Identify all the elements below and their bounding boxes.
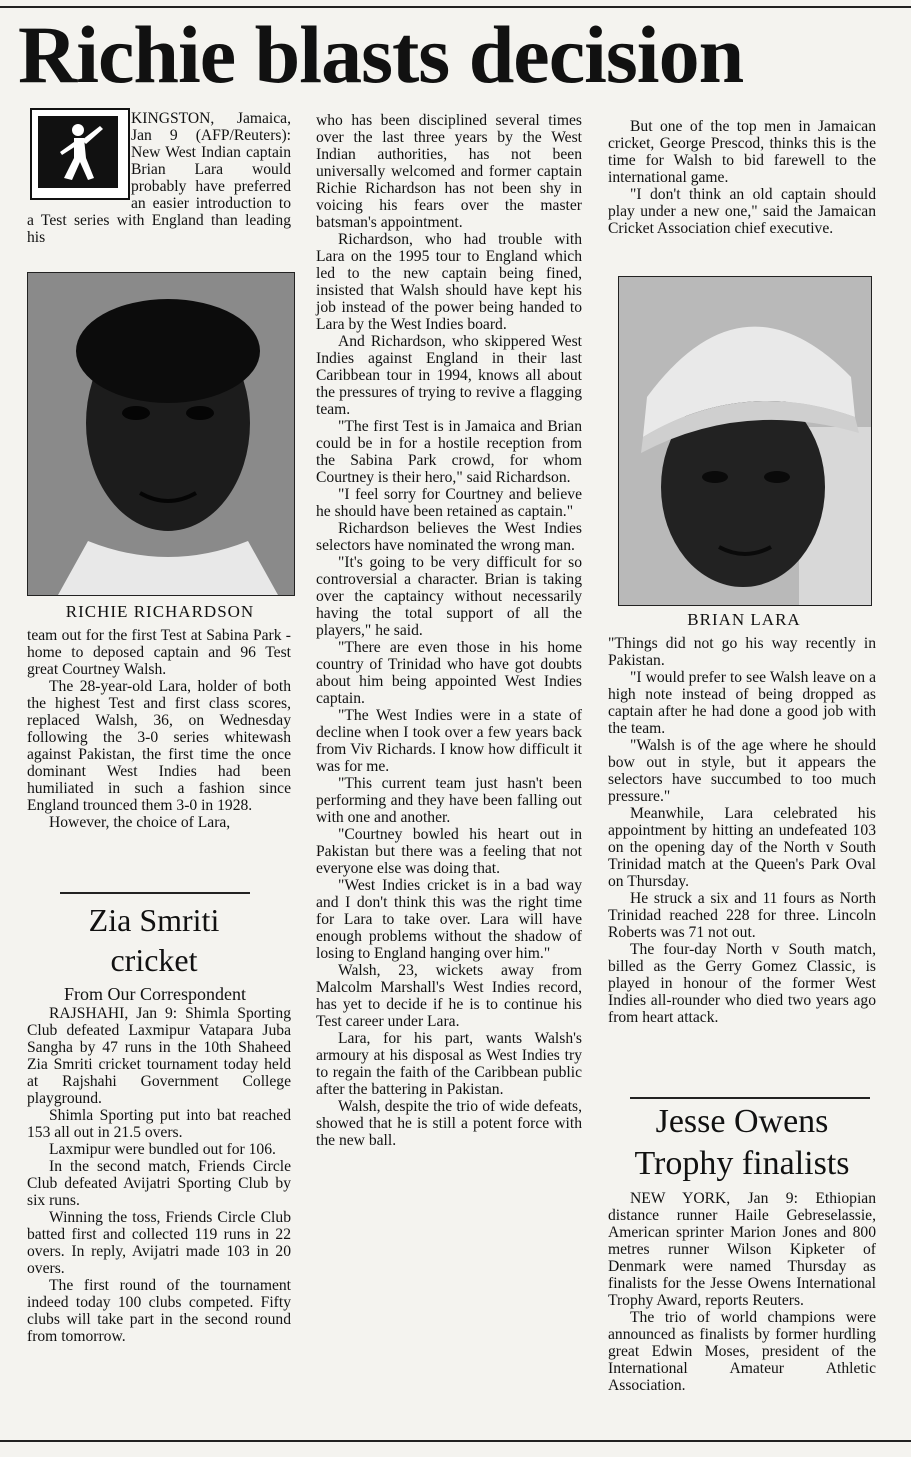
paragraph: Shimla Sporting put into bat reached 153 all out in 21.5 overs. xyxy=(27,1107,291,1141)
paragraph: Walsh, despite the trio of wide defeats, showed that he is still a potent force with the new ball. xyxy=(316,1098,582,1149)
paragraph: "I don't think an old captain should play under a new one," said the Jamaican Cricket Association chief executive. xyxy=(608,186,876,237)
owens-story-body xyxy=(608,1190,876,1435)
zia-title-line2: cricket xyxy=(110,942,198,978)
photo1-caption: RICHIE RICHARDSON xyxy=(65,602,255,621)
main-story-col1-top xyxy=(27,110,291,270)
paragraph: The four-day North v South match, billed as the Gerry Gomez Classic, is played in honour of the former West Indies all-rounder who died two years ago from heart attack. xyxy=(608,941,876,1026)
main-story-col1-bottom xyxy=(27,627,291,877)
paragraph: The 28-year-old Lara, holder of both the highest Test and first class scores, replaced Walsh, 36, on Wednesday following the 3-0 series whitewash against Pakistan, the first time the once dominant West Indies had been humiliated in such a fashion since England trounced them 3-0 in 1928. xyxy=(27,678,291,814)
owens-title-line1: Jesse Owens xyxy=(655,1103,829,1140)
paragraph: "There are even those in his home country of Trinidad who have got doubts about him being appointed West Indies captain. xyxy=(316,639,582,707)
photo2-caption: BRIAN LARA xyxy=(687,610,801,629)
paragraph: "Things did not go his way recently in Pakistan. xyxy=(608,635,876,669)
main-story-col3-top xyxy=(608,118,876,273)
paragraph: "Walsh is of the age where he should bow out in style, but it appears the selectors have succumbed to too much pressure." xyxy=(608,737,876,805)
dateline-paragraph: KINGSTON, Jamaica, Jan 9 (AFP/Reuters): New West Indian captain Brian Lara would probably have preferred an easier introduction to a Test series with England than leading his xyxy=(27,110,291,246)
owens-story-title xyxy=(602,1101,882,1185)
paragraph: "West Indies cricket is in a bad way and I don't think this was the right time for Lara to take over. Lara will have enough problems without the shadow of losing to England hanging over him." xyxy=(316,877,582,962)
owens-title-line2: Trophy finalists xyxy=(634,1145,850,1182)
lara-photo xyxy=(618,276,872,606)
paragraph: Laxmipur were bundled out for 106. xyxy=(49,1141,276,1158)
paragraph: In the second match, Friends Circle Club defeated Avijatri Sporting Club by six runs. xyxy=(27,1158,291,1209)
paragraph: Winning the toss, Friends Circle Club batted first and collected 119 runs in 22 overs. In reply, Avijatri made 103 in 20 overs. xyxy=(27,1209,291,1277)
paragraph: RAJSHAHI, Jan 9: Shimla Sporting Club defeated Laxmipur Vatapara Juba Sangha by 47 runs in the 10th Shaheed Zia Smriti cricket tournament today held at Rajshahi Government College playground. xyxy=(27,1005,291,1107)
paragraph: However, the choice of Lara, xyxy=(49,814,231,831)
paragraph: And Richardson, who skippered West Indies against England in their last Caribbean tour in 1994, knows all about the pressures of trying to revive a flagging team. xyxy=(316,333,582,418)
bottom-rule xyxy=(0,1440,911,1442)
divider-rule xyxy=(60,892,250,894)
paragraph: "This current team just hasn't been performing and they have been falling out with one and another. xyxy=(316,775,582,826)
headline: Richie blasts decision xyxy=(18,9,744,100)
zia-story-body xyxy=(27,1005,291,1430)
zia-byline: From Our Correspondent xyxy=(64,984,246,1004)
main-story-col3-bottom xyxy=(608,635,876,1095)
paragraph: "Courtney bowled his heart out in Pakistan but there was a feeling that not everyone else was doing that. xyxy=(316,826,582,877)
paragraph: NEW YORK, Jan 9: Ethiopian distance runner Haile Gebreselassie, American sprinter Marion Jones and 800 metres runner Wilson Kipketer of Denmark were named Thursday as finalists for the Jesse Owens International Trophy Award, reports Reuters. xyxy=(608,1190,876,1309)
paragraph: "It's going to be very difficult for so controversial a character. Brian is taking over the captaincy without necessarily having the total support of all the players," he said. xyxy=(316,554,582,639)
paragraph: "I feel sorry for Courtney and believe he should have been retained as captain." xyxy=(316,486,582,520)
paragraph: "The first Test is in Jamaica and Brian could be in for a hostile reception from the Sabina Park crowd, for whom Courtney is their hero," said Richardson. xyxy=(316,418,582,486)
paragraph: The first round of the tournament indeed today 100 clubs competed. Fifty clubs will take part in the second round from tomorrow. xyxy=(27,1277,291,1345)
paragraph: Walsh, 23, wickets away from Malcolm Marshall's West Indies record, has yet to decide if he is to continue his Test career under Lara. xyxy=(316,962,582,1030)
paragraph: who has been disciplined several times over the last three years by the West Indian authorities, has not been universally welcomed and former captain Richie Richardson has not been shy in voicing his fears over the master batsman's appointment. xyxy=(316,112,582,231)
divider-rule xyxy=(630,1097,870,1099)
paragraph: Meanwhile, Lara celebrated his appointment by hitting an undefeated 103 on the opening day of the North v South Trinidad match at the Queen's Park Oval on Thursday. xyxy=(608,805,876,890)
paragraph: Lara, for his part, wants Walsh's armoury at his disposal as West Indies try to regain the faith of the Caribbean public after the battering in Pakistan. xyxy=(316,1030,582,1098)
paragraph: The trio of world champions were announced as finalists by former hurdling great Edwin Moses, president of the International Amateur Athletic Association. xyxy=(608,1309,876,1394)
zia-story-title xyxy=(27,900,281,980)
zia-title-line1: Zia Smriti xyxy=(88,902,220,938)
main-story-col2 xyxy=(316,112,582,1437)
paragraph: "I would prefer to see Walsh leave on a high note instead of being dropped as captain after he had done a good job with the team. xyxy=(608,669,876,737)
paragraph: "The West Indies were in a state of decline when I took over a few years back from Viv Richards. I know how difficult it was for me. xyxy=(316,707,582,775)
paragraph: Richardson, who had trouble with Lara on the 1995 tour to England which led to the new captain being fined, insisted that Walsh should have kept his job instead of the power being handed to Lara by the West Indies board. xyxy=(316,231,582,333)
paragraph: Richardson believes the West Indies selectors have nominated the wrong man. xyxy=(316,520,582,554)
paragraph: But one of the top men in Jamaican cricket, George Prescod, thinks this is the time for Walsh to bid farewell to the international game. xyxy=(608,118,876,186)
paragraph: He struck a six and 11 fours as North Trinidad reached 228 for three. Lincoln Roberts was 71 not out. xyxy=(608,890,876,941)
richardson-photo xyxy=(27,272,295,596)
paragraph: team out for the first Test at Sabina Park - home to deposed captain and 96 Test great Courtney Walsh. xyxy=(27,627,291,678)
